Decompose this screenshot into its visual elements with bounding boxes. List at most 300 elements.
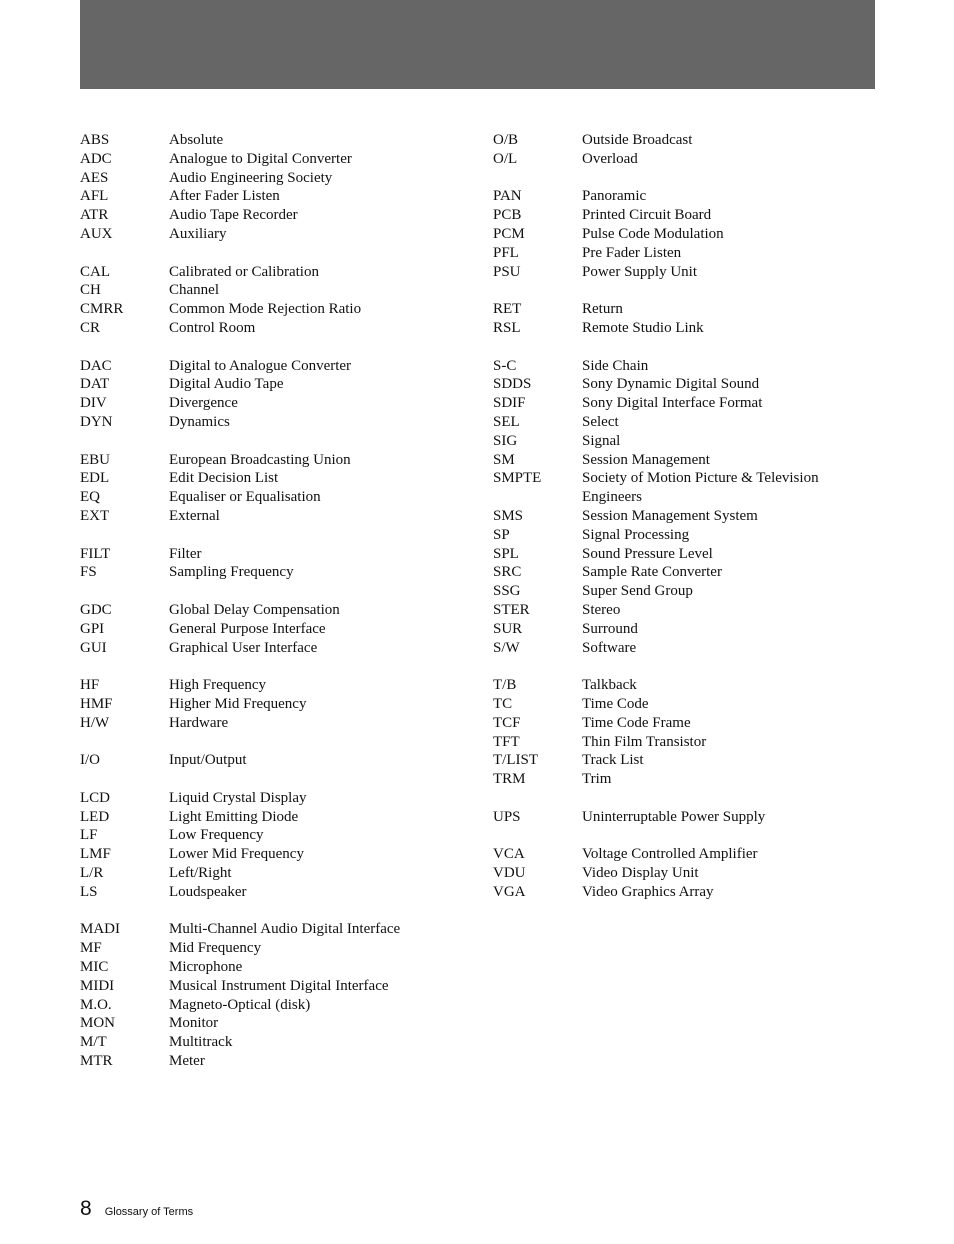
glossary-definition-line: Light Emitting Diode [169,808,299,825]
glossary-definition-line: Printed Circuit Board [582,207,712,224]
glossary-abbreviation: TFT [493,733,520,750]
glossary-definition [169,826,500,845]
glossary-entry [80,357,500,376]
glossary-definition [582,150,913,169]
glossary-definition [169,601,500,620]
glossary-definition-line: Dynamics [169,413,230,430]
glossary-definition [582,225,913,244]
glossary-entry [80,263,500,282]
glossary-abbreviation: GPI [80,620,105,637]
glossary-definition-line: Loudspeaker [169,883,247,900]
glossary-definition [169,169,500,188]
glossary-definition-line: Voltage Controlled Amplifier [582,846,758,863]
glossary-entry [80,939,500,958]
glossary-group [493,845,913,901]
glossary-entry [493,225,913,244]
glossary-definition-line: Mid Frequency [169,940,262,957]
glossary-definition-line: Digital to Analogue Converter [169,357,352,374]
glossary-group [80,357,500,432]
glossary-definition-line: Hardware [169,714,229,731]
glossary-group [80,789,500,902]
glossary-definition-line: Higher Mid Frequency [169,695,307,712]
glossary-definition [582,526,913,545]
glossary-definition-line: Pulse Code Modulation [582,225,724,242]
glossary-abbreviation: SIG [493,432,518,449]
glossary-abbreviation: M/T [80,1034,107,1051]
glossary-entry [80,676,500,695]
glossary-definition [169,263,500,282]
glossary-abbreviation: S/W [493,639,520,656]
glossary-abbreviation: SEL [493,413,520,430]
glossary-entry [493,375,913,394]
glossary-definition [582,601,913,620]
glossary-abbreviation: UPS [493,808,521,825]
glossary-entry [80,826,500,845]
glossary-definition-line: Magneto-Optical (disk) [169,996,311,1013]
glossary-abbreviation: HMF [80,695,113,712]
glossary-abbreviation: ADC [80,150,112,167]
glossary-abbreviation: EBU [80,451,110,468]
glossary-definition-line: Return [582,301,623,318]
glossary-entry [493,845,913,864]
glossary-definition [582,582,913,601]
glossary-abbreviation: SMPTE [493,470,542,487]
glossary-abbreviation: SSG [493,583,521,600]
glossary-abbreviation: GDC [80,601,112,618]
glossary-abbreviation: EXT [80,507,110,524]
glossary-definition-line: Sony Digital Interface Format [582,395,763,412]
glossary-group [493,187,913,281]
glossary-column-left [80,131,500,1071]
glossary-entry [80,187,500,206]
glossary-definition [582,300,913,319]
glossary-abbreviation: AES [80,169,109,186]
glossary-abbreviation: SRC [493,564,522,581]
glossary-definition [582,751,913,770]
glossary-entry [80,639,500,658]
glossary-definition [582,733,913,752]
glossary-definition-line: Track List [582,752,644,769]
glossary-definition-line: Sound Pressure Level [582,545,713,562]
glossary-abbreviation: EQ [80,489,100,506]
glossary-definition [169,620,500,639]
glossary-group [80,601,500,657]
glossary-definition [582,676,913,695]
glossary-definition [582,413,913,432]
glossary-abbreviation: RET [493,301,522,318]
glossary-entry [80,1014,500,1033]
glossary-entry [80,601,500,620]
glossary-entry [80,751,500,770]
glossary-definition-line: Filter [169,545,202,562]
glossary-abbreviation: DIV [80,395,107,412]
glossary-definition-line: Auxiliary [169,225,227,242]
glossary-abbreviation: EDL [80,470,110,487]
glossary-definition-line: Multitrack [169,1034,233,1051]
glossary-entry [493,695,913,714]
glossary-abbreviation: LMF [80,846,111,863]
glossary-definition-line: Divergence [169,395,238,412]
glossary-definition-line: Channel [169,282,219,299]
glossary-entry [80,394,500,413]
glossary-abbreviation: STER [493,601,530,618]
glossary-definition [169,319,500,338]
glossary-definition-line: Outside Broadcast [582,132,693,148]
glossary-abbreviation: TRM [493,771,526,788]
glossary-definition [169,206,500,225]
glossary-entry [493,883,913,902]
glossary-definition [582,131,913,150]
glossary-group [493,676,913,789]
glossary-entry [80,488,500,507]
glossary-definition [169,545,500,564]
glossary-abbreviation: CH [80,282,101,299]
glossary-abbreviation: AUX [80,225,113,242]
glossary-entry [80,150,500,169]
glossary-abbreviation: ATR [80,207,109,224]
glossary-definition-line: Digital Audio Tape [169,376,284,393]
glossary-group [493,357,913,658]
glossary-abbreviation: I/O [80,752,100,769]
glossary-entry [80,225,500,244]
glossary-definition [582,770,913,789]
glossary-definition-line: Equaliser or Equalisation [169,489,321,506]
glossary-entry [493,808,913,827]
glossary-entry [80,883,500,902]
header-bar [80,0,875,89]
glossary-entry [493,319,913,338]
glossary-entry [493,244,913,263]
glossary-definition [169,469,500,488]
glossary-entry [493,545,913,564]
glossary-definition-line: Society of Motion Picture & Television [582,470,819,487]
glossary-entry [80,206,500,225]
footer-title: Glossary of Terms [104,1206,194,1218]
glossary-definition-line: Trim [582,771,612,788]
glossary-definition-line: Signal Processing [582,526,690,543]
glossary-definition-line: Control Room [169,319,256,336]
glossary-definition [169,1052,500,1071]
glossary-definition [169,281,500,300]
glossary-definition-line: Audio Engineering Society [169,169,333,186]
glossary-abbreviation: MIDI [80,977,115,994]
glossary-abbreviation: HF [80,677,100,694]
glossary-group [80,751,500,770]
glossary-definition [582,808,913,827]
glossary-abbreviation: VGA [493,883,526,900]
glossary-definition-line: Thin Film Transistor [582,733,707,750]
glossary-definition-line: Time Code Frame [582,714,691,731]
glossary-entry [80,977,500,996]
glossary-entry [493,676,913,695]
glossary-definition-line: Edit Decision List [169,470,279,487]
glossary-entry [80,507,500,526]
glossary-entry [80,996,500,1015]
glossary-definition [169,357,500,376]
glossary-definition-line: Power Supply Unit [582,263,698,280]
glossary-definition-line: After Fader Listen [169,188,280,205]
glossary-abbreviation: LS [80,883,98,900]
glossary-definition-line: Session Management System [582,507,758,524]
glossary-abbreviation: S-C [493,357,517,374]
glossary-entry [493,413,913,432]
glossary-entry [493,714,913,733]
page-number: 8 [80,1197,92,1220]
glossary-entry [493,394,913,413]
glossary-abbreviation: MADI [80,921,120,938]
glossary-definition-line: Video Graphics Array [582,883,714,900]
glossary-definition [169,150,500,169]
glossary-abbreviation: PCB [493,207,522,224]
glossary-entry [80,620,500,639]
glossary-definition-line: Stereo [582,601,621,618]
glossary-definition [582,695,913,714]
glossary-definition [169,845,500,864]
glossary-definition [582,432,913,451]
glossary-abbreviation: VCA [493,846,525,863]
glossary-definition-line: Sampling Frequency [169,564,294,581]
glossary-definition-line: Talkback [582,677,637,694]
glossary-definition [169,413,500,432]
glossary-abbreviation: PSU [493,263,521,280]
page-footer [80,1196,193,1222]
glossary-definition [169,300,500,319]
glossary-definition-line: Lower Mid Frequency [169,846,304,863]
glossary-definition [169,808,500,827]
glossary-abbreviation: SM [493,451,515,468]
glossary-abbreviation: T/B [493,677,517,694]
glossary-definition [169,1014,500,1033]
glossary-abbreviation: SMS [493,507,524,524]
glossary-definition-line: Engineers [582,489,642,506]
glossary-abbreviation: O/B [493,132,519,148]
glossary-group [80,451,500,526]
glossary-abbreviation: M.O. [80,996,112,1013]
glossary-abbreviation: PCM [493,225,525,242]
glossary-definition [582,319,913,338]
glossary-definition [169,864,500,883]
glossary-definition [582,545,913,564]
glossary-definition-line: Pre Fader Listen [582,244,682,261]
glossary-entry [80,469,500,488]
glossary-definition [582,263,913,282]
glossary-definition [169,939,500,958]
glossary-entry [493,639,913,658]
glossary-definition [169,676,500,695]
glossary-abbreviation: SDDS [493,376,532,393]
glossary-definition-line: External [169,507,220,524]
glossary-definition-line: Graphical User Interface [169,639,318,656]
glossary-definition [169,1033,500,1052]
glossary-definition [582,244,913,263]
glossary-definition [169,789,500,808]
glossary-definition [169,507,500,526]
glossary-abbreviation: FS [80,564,97,581]
glossary-abbreviation: ABS [80,132,110,148]
glossary-definition [169,977,500,996]
glossary-abbreviation: FILT [80,545,111,562]
glossary-abbreviation: PFL [493,244,519,261]
glossary-definition-line: Remote Studio Link [582,319,704,336]
glossary-group [493,300,913,338]
glossary-definition-line: Software [582,639,637,656]
glossary-definition [582,187,913,206]
glossary-abbreviation: T/LIST [493,752,538,769]
glossary-definition [169,751,500,770]
glossary-abbreviation: LED [80,808,110,825]
glossary-entry [493,751,913,770]
glossary-abbreviation: MTR [80,1053,113,1070]
glossary-definition-line: Signal [582,432,621,449]
glossary-entry [80,319,500,338]
glossary-entry [80,958,500,977]
glossary-abbreviation: SUR [493,620,523,637]
glossary-group [493,131,913,169]
glossary-definition [582,469,913,507]
glossary-entry [493,620,913,639]
glossary-entry [493,451,913,470]
glossary-definition-line: Low Frequency [169,827,264,844]
glossary-entry [493,150,913,169]
glossary-definition-line: Multi-Channel Audio Digital Interface [169,921,401,938]
glossary-entry [80,1052,500,1071]
glossary-entry [493,469,913,507]
glossary-entry [493,770,913,789]
glossary-definition [169,131,500,150]
glossary-group [80,920,500,1070]
glossary-entry [493,864,913,883]
glossary-definition-line: Side Chain [582,357,649,374]
glossary-group [80,263,500,338]
glossary-definition [169,488,500,507]
glossary-definition-line: Super Send Group [582,583,693,600]
glossary-entry [493,300,913,319]
glossary-entry [493,582,913,601]
glossary-definition-line: Calibrated or Calibration [169,263,319,280]
glossary-definition-line: Sony Dynamic Digital Sound [582,376,760,393]
glossary-entry [80,169,500,188]
glossary-group [80,131,500,244]
glossary-abbreviation: H/W [80,714,110,731]
glossary-abbreviation: CR [80,319,101,336]
glossary-definition-line: Overload [582,150,638,167]
glossary-definition-line: Meter [169,1053,205,1070]
glossary-abbreviation: DAT [80,376,110,393]
glossary-definition [169,996,500,1015]
glossary-entry [493,733,913,752]
glossary-definition-line: European Broadcasting Union [169,451,351,468]
glossary-definition [169,187,500,206]
glossary-definition [169,563,500,582]
glossary-entry [493,187,913,206]
glossary-definition-line: Audio Tape Recorder [169,207,298,224]
glossary-abbreviation: LCD [80,789,110,806]
glossary-entry [80,789,500,808]
glossary-entry [80,281,500,300]
glossary-definition-line: Global Delay Compensation [169,601,340,618]
glossary-definition-line: Time Code [582,695,649,712]
glossary-abbreviation: GUI [80,639,107,656]
glossary-entry [493,526,913,545]
glossary-entry [80,1033,500,1052]
glossary-abbreviation: CMRR [80,301,124,318]
glossary-group [80,545,500,583]
glossary-abbreviation: VDU [493,865,526,882]
glossary-abbreviation: SP [493,526,510,543]
glossary-entry [80,131,500,150]
glossary-abbreviation: LF [80,827,98,844]
glossary-definition [169,695,500,714]
glossary-definition-line: Select [582,413,619,430]
glossary-definition [169,375,500,394]
glossary-definition-line: Liquid Crystal Display [169,789,307,806]
glossary-definition [169,883,500,902]
glossary-definition [582,620,913,639]
glossary-abbreviation: L/R [80,865,104,882]
glossary-entry [493,263,913,282]
glossary-definition [582,563,913,582]
glossary-entry [493,507,913,526]
glossary-group [80,676,500,732]
glossary-abbreviation: SDIF [493,395,526,412]
glossary-definition [582,451,913,470]
glossary-definition [582,845,913,864]
glossary-definition [169,714,500,733]
glossary-definition-line: Common Mode Rejection Ratio [169,301,362,318]
glossary-abbreviation: MF [80,940,102,957]
glossary-definition-line: Microphone [169,959,243,976]
glossary-entry [80,864,500,883]
glossary-entry [80,375,500,394]
glossary-definition-line: Musical Instrument Digital Interface [169,977,389,994]
glossary-definition [582,394,913,413]
glossary-abbreviation: DAC [80,357,112,374]
glossary-definition-line: Panoramic [582,188,647,205]
glossary-entry [80,714,500,733]
glossary-entry [493,601,913,620]
glossary-definition [582,507,913,526]
glossary-definition [169,225,500,244]
glossary-entry [80,451,500,470]
glossary-column-right [493,131,913,902]
glossary-entry [80,563,500,582]
glossary-definition [169,958,500,977]
glossary-entry [493,563,913,582]
glossary-abbreviation: MIC [80,959,109,976]
glossary-group [493,808,913,827]
glossary-abbreviation: RSL [493,319,521,336]
glossary-entry [80,920,500,939]
glossary-abbreviation: MON [80,1015,116,1032]
glossary-abbreviation: CAL [80,263,110,280]
glossary-definition [582,639,913,658]
glossary-entry [493,206,913,225]
glossary-abbreviation: TC [493,695,513,712]
glossary-definition [582,864,913,883]
glossary-definition-line: Input/Output [169,752,247,769]
glossary-definition-line: Monitor [169,1015,219,1032]
glossary-abbreviation: O/L [493,150,518,167]
glossary-definition-line: Session Management [582,451,710,468]
glossary-entry [80,300,500,319]
glossary-entry [80,845,500,864]
glossary-definition-line: General Purpose Interface [169,620,326,637]
glossary-definition-line: Surround [582,620,638,637]
glossary-definition [582,206,913,225]
glossary-definition [582,357,913,376]
glossary-abbreviation: SPL [493,545,519,562]
glossary-entry [80,695,500,714]
